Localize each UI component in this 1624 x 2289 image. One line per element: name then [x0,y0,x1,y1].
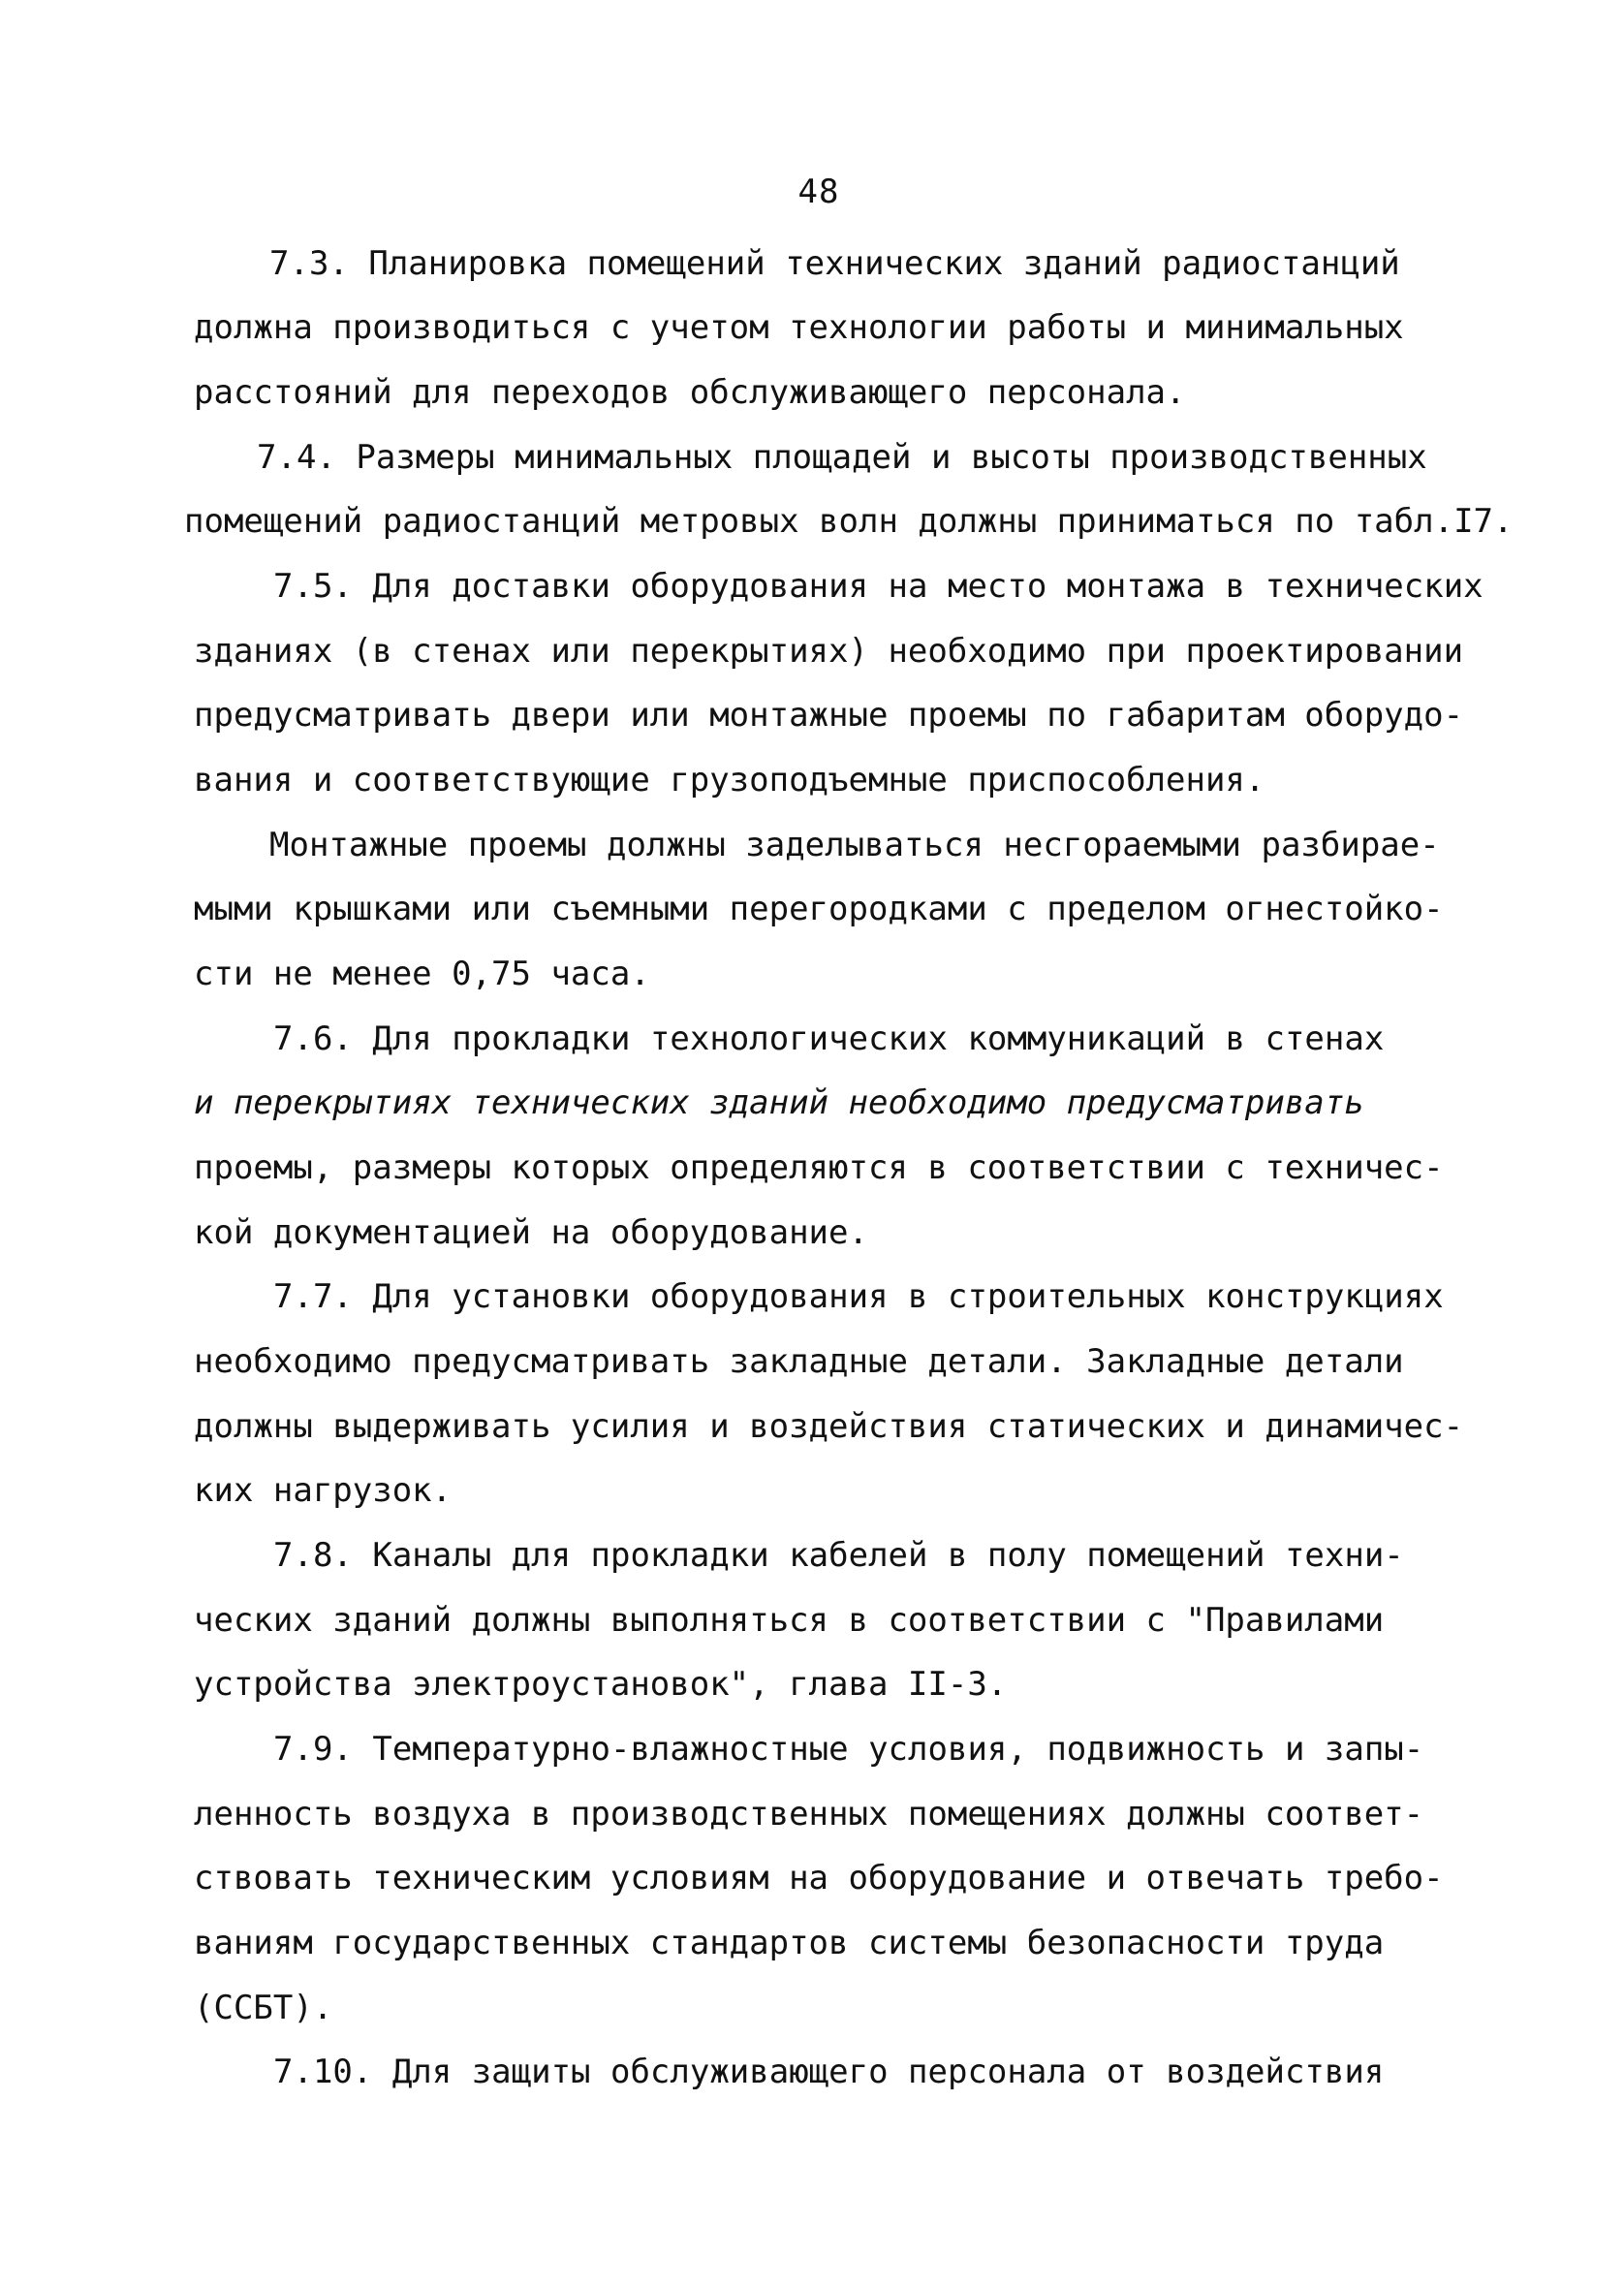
text-line: 7.7. Для установки оборудования в строительных конструкциях [273,1277,1444,1316]
text-line: помещений радиостанций метровых волн должны приниматься по табл.I7. [184,502,1514,541]
text-line: устройства электроустановок", глава II-3. [194,1665,1008,1704]
text-line: 7.10. Для защиты обслуживающего персонала от воздействия [273,2053,1385,2091]
text-line: ваниям государственных стандартов системы безопасности труда [194,1924,1385,1962]
page-number: 48 [797,172,840,211]
text-line: сти не менее 0,75 часа. [194,955,650,993]
text-line: мыми крышками или съемными перегородками с пределом огнестойко- [194,890,1444,928]
text-line: ленность воздуха в производственных помещениях должны соответ- [194,1795,1424,1834]
text-line: ких нагрузок. [194,1471,453,1510]
text-line-italic: и перекрытиях технических зданий необходимо предусматривать [194,1083,1364,1122]
text-line: 7.8. Каналы для прокладки кабелей в полу помещений техни- [273,1536,1404,1575]
text-line: проемы, размеры которых определяются в соответствии с техничес- [194,1148,1444,1187]
text-line: необходимо предусматривать закладные детали. Закладные детали [194,1342,1404,1381]
text-line: 7.3. Планировка помещений технических зданий радиостанций [269,244,1400,283]
text-line: 7.9. Температурно-влажностные условия, подвижность и запы- [273,1730,1424,1769]
text-line: должны выдерживать усилия и воздействия статических и динамичес- [194,1407,1464,1446]
text-line: предусматривать двери или монтажные проемы по габаритам оборудо- [194,696,1464,735]
text-line: расстояний для переходов обслуживающего персонала. [194,373,1186,412]
text-line: должна производиться с учетом технологии работы и минимальных [194,308,1404,347]
text-line: (ССБТ). [194,1989,333,2027]
text-line: 7.4. Размеры минимальных площадей и высоты производственных [257,438,1427,477]
text-line: кой документацией на оборудование. [194,1213,868,1252]
text-line: вания и соответствующие грузоподъемные приспособления. [194,761,1265,800]
text-line: 7.5. Для доставки оборудования на место монтажа в технических [273,567,1483,606]
text-line: ствовать техническим условиям на оборудование и отвечать требо- [194,1859,1444,1897]
text-line: зданиях (в стенах или перекрытиях) необходимо при проектировании [194,632,1464,671]
text-line: 7.6. Для прокладки технологических коммуникаций в стенах [273,1019,1385,1058]
text-line: Монтажные проемы должны заделываться несгораемыми разбирае- [269,826,1440,864]
text-line: ческих зданий должны выполняться в соответствии с "Правилами [194,1601,1385,1640]
